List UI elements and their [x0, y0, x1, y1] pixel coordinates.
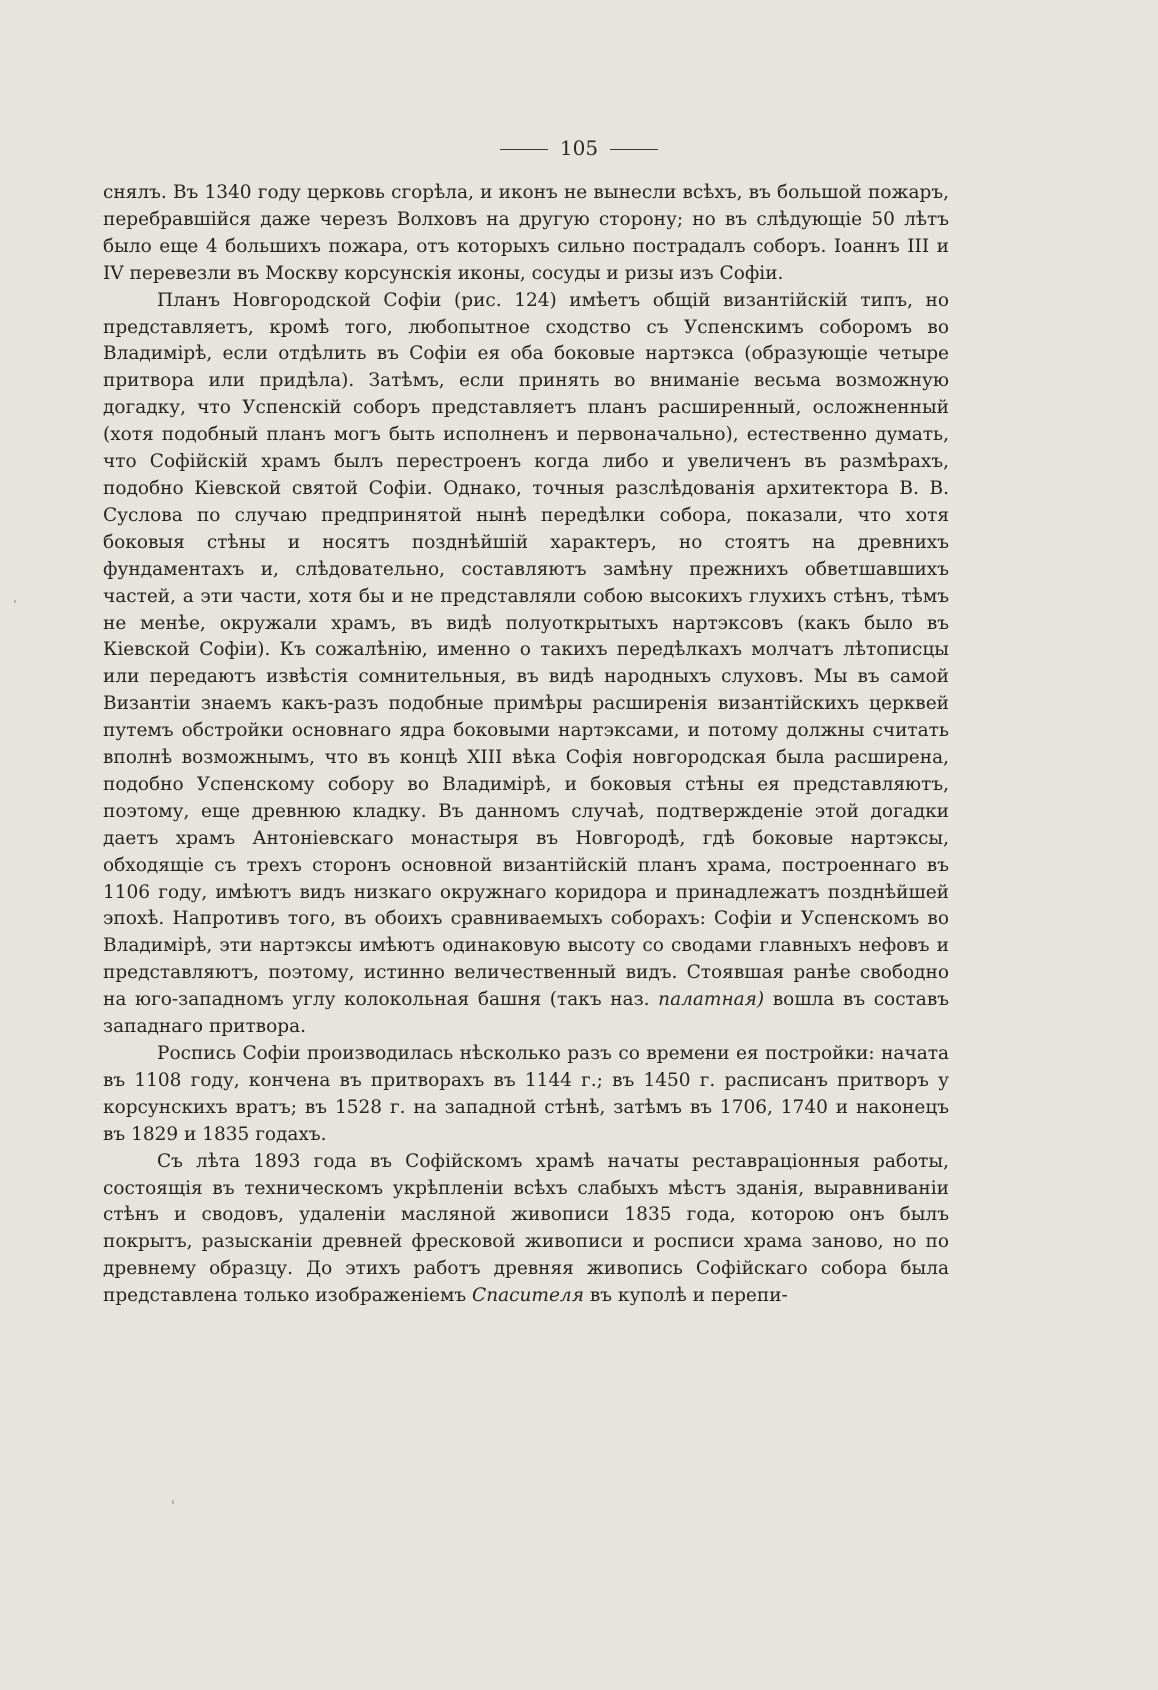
paragraph-4-italic: Спасителя: [472, 1285, 584, 1307]
paragraph-2-italic: палатная): [658, 989, 765, 1011]
paragraph-3: [103, 1041, 949, 1149]
header-rule-right: [610, 149, 658, 150]
paragraph-4: [103, 1149, 949, 1310]
paragraph-1: [103, 180, 949, 288]
paper-speck: [172, 1500, 174, 1504]
paragraph-3-text: Роспись Софіи производилась нѣсколько разъ со времени ея постройки: начата въ 1108 году, кончена въ притворахъ въ 1144 г.; въ 1450 г. расписанъ притворъ у корсунскихъ вратъ; въ 1528 г. на западной стѣнѣ, затѣмъ въ 1706, 1740 и наконецъ въ 1829 и 1835 годахъ.: [103, 1043, 949, 1145]
paragraph-4-text: Съ лѣта 1893 года въ Софійскомъ храмѣ начаты реставраціонныя работы, состоящія въ техническомъ укрѣпленіи всѣхъ слабыхъ мѣстъ зданія, выравниваніи стѣнъ и сводовъ, удаленіи масляной живописи 1835 года, которою онъ былъ покрытъ, разысканіи древней фресковой живописи и росписи храма заново, но по древнему образцу. До этихъ работъ древняя живопись Софійскаго собора была представлена только изображеніемъ: [103, 1150, 949, 1307]
page-header: [0, 136, 1158, 160]
header-rule-left: [500, 149, 548, 150]
paper-speck: [14, 600, 16, 603]
paragraph-4-after: въ куполѣ и перепи-: [583, 1285, 788, 1307]
paragraph-2-text: Планъ Новгородской Софіи (рис. 124) имѣетъ общій византійскій типъ, но представляетъ, кромѣ того, любопытное сходство съ Успенскимъ соборомъ во Владимірѣ, если отдѣлить въ Софіи ея оба боковые нартэкса (образующіе четыре притвора или придѣла). Затѣмъ, если принять во вниманіе весьма возможную догадку, что Успенскій соборъ представляетъ планъ расширенный, осложненный (хотя подобный планъ могъ быть исполненъ и первоначально), естественно думать, что Софійскій храмъ былъ перестроенъ когда либо и увеличенъ въ размѣрахъ, подобно Кіевской святой Софіи. Однако, точныя разслѣдованія архитектора В. В. Суслова по случаю предпринятой нынѣ передѣлки собора, показали, что хотя боковыя стѣны и носятъ позднѣйшій характеръ, но стоятъ на древнихъ фундаментахъ и, слѣдовательно, составляютъ замѣну прежнихъ обветшавшихъ частей, а эти части, хотя бы и не представляли собою высокихъ глухихъ стѣнъ, тѣмъ не менѣе, окружали храмъ, въ видѣ полуоткрытыхъ нартэксовъ (какъ было въ Кіевской Софіи). Къ сожалѣнію, именно о такихъ передѣлкахъ молчатъ лѣтописцы или передаютъ извѣстія сомнительныя, въ видѣ народныхъ слуховъ. Мы въ самой Византіи знаемъ какъ-разъ подобные примѣры расширенія византійскихъ церквей путемъ обстройки основнаго ядра боковыми нартэксами, и потому должны считать вполнѣ возможнымъ, что въ концѣ XIII вѣка Софія новгородская была расширена, подобно Успенскому собору во Владимірѣ, и боковыя стѣны ея представляютъ, поэтому, еще древнюю кладку. Въ данномъ случаѣ, подтвержденіе этой догадки даетъ храмъ Антоніевскаго монастыря въ Новгородѣ, гдѣ боковые нартэксы, обходящіе съ трехъ сторонъ основной византійскій планъ храма, построеннаго въ 1106 году, имѣютъ видъ низкаго окружнаго коридора и принадлежатъ позднѣйшей эпохѣ. Напротивъ того, въ обоихъ сравниваемыхъ соборахъ: Софіи и Успенскомъ во Владимірѣ, эти нартэксы имѣютъ одинаковую высоту со сводами главныхъ нефовъ и представляютъ, поэтому, истинно величественный видъ. Стоявшая ранѣе свободно на юго-западномъ углу колокольная башня (такъ наз.: [103, 289, 949, 1011]
body-text: [103, 180, 949, 1310]
paragraph-1-text: снялъ. Въ 1340 году церковь сгорѣла, и иконъ не вынесли всѣхъ, въ большой пожаръ, перебравшійся даже черезъ Волховъ на другую сторону; но въ слѣдующіе 50 лѣтъ было еще 4 большихъ пожара, отъ которыхъ сильно пострадалъ соборъ. Іоаннъ III и IV перевезли въ Москву корсунскія иконы, сосуды и ризы изъ Софіи.: [103, 182, 949, 284]
page-number: 105: [559, 136, 599, 160]
paragraph-2: [103, 288, 949, 1041]
paragraph-2-after: вошла въ составъ западнаго притвора.: [103, 989, 950, 1038]
